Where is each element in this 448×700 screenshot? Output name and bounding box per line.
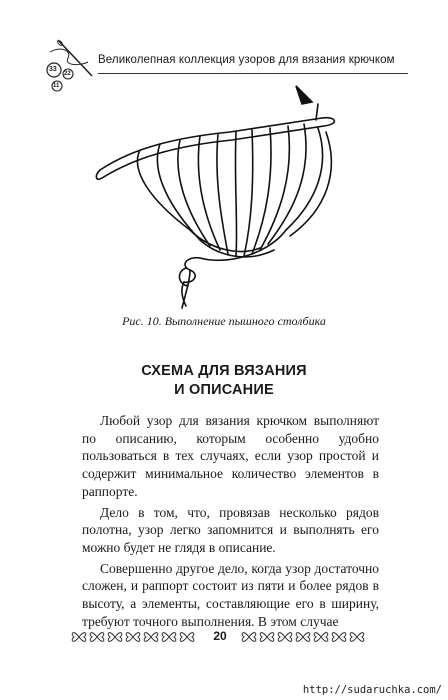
section-heading-line-2: И ОПИСАНИЕ bbox=[174, 382, 274, 398]
section-heading-line-1: СХЕМА ДЛЯ ВЯЗАНИЯ bbox=[141, 363, 307, 379]
logo-number-3: 11 bbox=[53, 83, 60, 89]
section-heading bbox=[0, 362, 448, 400]
paragraph-2: Дело в том, что, провязав несколько рядов полотна, узор легко запомнится и выполнять его можно будет не глядя в описание. bbox=[82, 504, 379, 555]
page-footer bbox=[70, 626, 370, 648]
header-rule bbox=[98, 73, 408, 74]
paragraph-3: Совершенно другое дело, когда узор достаточно сложен, и раппорт состоит из пяти и более рядов в высоту, а элементы, составляющие его в ширину, требуют точного выполнения. В этом случае bbox=[82, 560, 379, 629]
logo-number-2: 22 bbox=[64, 71, 71, 77]
logo-number-1: 33 bbox=[49, 66, 57, 73]
crochet-hook-loops-illustration bbox=[90, 80, 350, 310]
paragraph-1: Любой узор для вязания крючком выполняют по описанию, которым особенно удобно пользоваться в тех случаях, если узор простой и содержит минимальное количество элементов в раппорте. bbox=[82, 413, 379, 499]
figure-caption: Рис. 10. Выполнение пышного столбика bbox=[122, 314, 326, 328]
watermark-url: http://sudaruchka.com/ bbox=[302, 684, 442, 696]
running-header-title: Великолепная коллекция узоров для вязания крючком bbox=[98, 54, 395, 66]
page-number: 20 bbox=[213, 629, 227, 643]
body-text bbox=[82, 412, 379, 633]
